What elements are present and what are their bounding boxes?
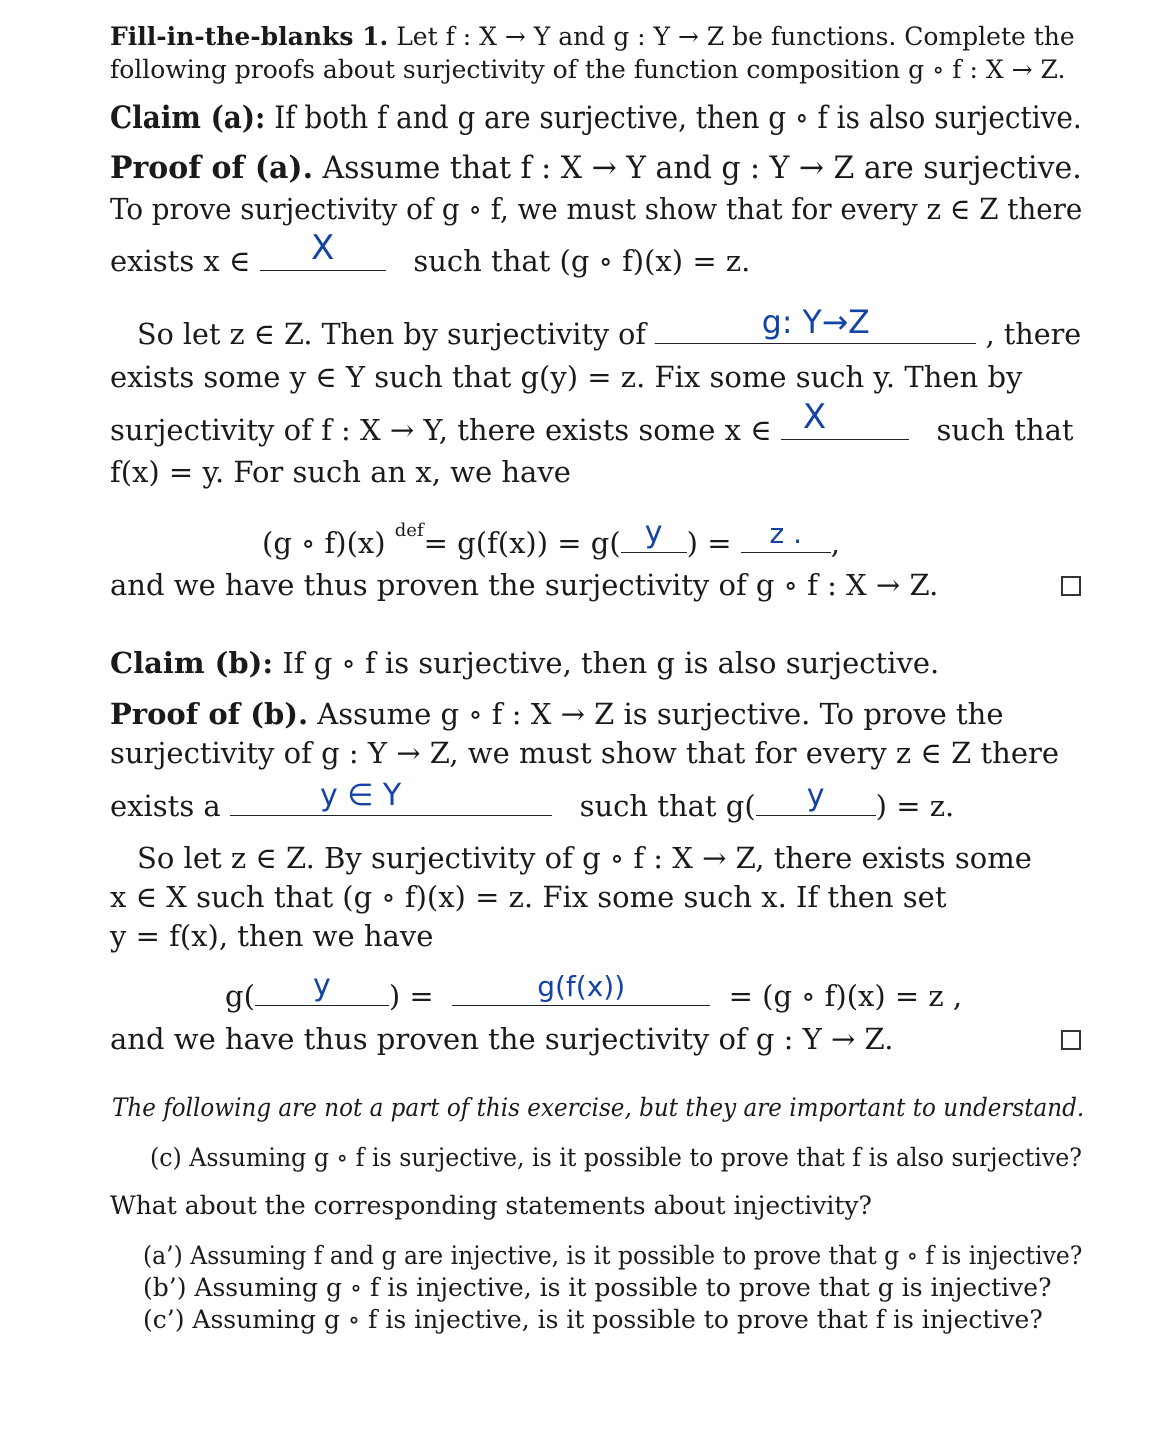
claim-a-text: If both f and g are surjective, then g ∘ f is also surjective. [274,100,1082,136]
proof-a-line-3 [110,227,1082,278]
proof-a-text-6-pre: surjectivity of f : X → Y, there exists some x ∈ [110,412,772,447]
handwritten-answer-b2: y [806,777,825,813]
proof-b-text-1: Assume g ∘ f : X → Z is surjective. To prove the [317,697,1004,731]
proof-a-text-1: Assume that f : X → Y and g : Y → Z are surjective. [322,150,1082,186]
proof-b-text-3-pre: exists a [110,788,221,823]
proof-b-text-3-mid: such that g( [579,788,756,823]
proof-a-line-2: To prove surjectivity of g ∘ f, we must show that for every z ∈ Z there [110,192,1083,226]
blank-b1[interactable] [230,777,552,816]
eq-a-def: def [394,520,424,542]
extra-injectivity-question: What about the corresponding statements about injectivity? [110,1191,872,1220]
header-line-2: following proofs about surjectivity of the function composition g ∘ f : X → Z. [110,55,1066,84]
eq-a-left: (g ∘ f)(x) [262,525,386,560]
header-line-1 [110,22,1082,51]
proof-a-line-7: f(x) = y. For such an x, we have [110,455,571,489]
proof-a-text-6-post: such that [936,412,1074,447]
proof-a-equation [262,514,962,560]
header-text-1: Let f : X → Y and g : Y → Z be functions. Complete the [396,22,1075,51]
proof-a-text-3-pre: exists x ∈ [110,243,251,278]
handwritten-answer-a3: X [802,396,827,437]
claim-b [110,646,1082,680]
handwritten-answer-a5: z . [769,516,802,550]
proof-b-line-3 [110,777,1082,823]
blank-a4[interactable] [621,514,687,553]
proof-a-text-3-post: such that (g ∘ f)(x) = z. [413,243,751,278]
blank-a1[interactable] [260,227,386,271]
proof-b-text-3-post: ) = z. [875,788,955,823]
proof-b-conclusion: and we have thus proven the surjectivity of g : Y → Z. [110,1022,894,1056]
proof-a-line-5: exists some y ∈ Y such that g(y) = z. Fix some such y. Then by [110,360,1023,394]
claim-b-text: If g ∘ f is surjective, then g is also surjective. [282,646,940,680]
handwritten-answer-a4: y [644,514,663,550]
blank-a2[interactable] [655,302,976,344]
exercise-title: Fill-in-the-blanks 1. [110,22,389,51]
claim-a [110,100,1082,136]
proof-b-line-1 [110,697,1082,731]
eq-a-comma: , [830,525,840,560]
handwritten-answer-b4: g(f(x)) [537,969,626,1003]
proof-b-line-5: x ∈ X such that (g ∘ f)(x) = z. Fix some such x. If then set [110,880,947,914]
proof-b-label: Proof of (b). [110,697,309,731]
proof-a-line-6 [110,396,1082,447]
handwritten-answer-a2: g: Y→Z [761,302,870,341]
proof-b-equation [225,967,985,1013]
blank-b4[interactable] [452,969,710,1006]
extra-intro: The following are not a part of this exercise, but they are important to understand. [112,1093,1085,1122]
proof-b-line-6: y = f(x), then we have [110,919,434,953]
eq-a-close: ) = [686,525,732,560]
claim-b-label: Claim (b): [110,646,274,680]
blank-b3[interactable] [255,967,389,1006]
qed-symbol-a [1061,576,1081,596]
proof-a-line-4 [137,302,1082,351]
eq-b-pre: g( [225,978,255,1013]
eq-b-mid: ) = [388,978,434,1013]
proof-b-line-2: surjectivity of g : Y → Z, we must show that for every z ∈ Z there [110,736,1059,770]
proof-a-text-4-post: , there [985,316,1082,351]
proof-b-line-4: So let z ∈ Z. By surjectivity of g ∘ f : X → Z, there exists some [137,841,1032,875]
blank-a5[interactable] [741,516,831,553]
proof-a-text-4-pre: So let z ∈ Z. Then by surjectivity of [137,316,646,351]
handwritten-answer-b3: y [313,967,331,1003]
qed-symbol-b [1061,1030,1081,1050]
extra-question-c: (c) Assuming g ∘ f is surjective, is it possible to prove that f is also surjective? [150,1143,1082,1172]
blank-a3[interactable] [781,396,909,440]
proof-a-line-1 [110,150,1082,186]
extra-question-c-prime: (c’) Assuming g ∘ f is injective, is it possible to prove that f is injective? [143,1305,1043,1334]
handwritten-answer-a1: X [311,227,335,268]
eq-b-post: = (g ∘ f)(x) = z , [728,978,963,1013]
blank-b2[interactable] [756,777,876,816]
proof-a-conclusion: and we have thus proven the surjectivity of g ∘ f : X → Z. [110,568,939,602]
extra-question-a-prime: (a’) Assuming f and g are injective, is it possible to prove that g ∘ f is injective? [143,1241,1083,1270]
proof-a-label: Proof of (a). [110,150,314,186]
extra-question-b-prime: (b’) Assuming g ∘ f is injective, is it possible to prove that g is injective? [143,1273,1052,1302]
eq-a-mid: = g(f(x)) = g( [423,525,621,560]
handwritten-answer-b1: y ∈ Y [319,777,402,813]
claim-a-label: Claim (a): [110,100,266,136]
